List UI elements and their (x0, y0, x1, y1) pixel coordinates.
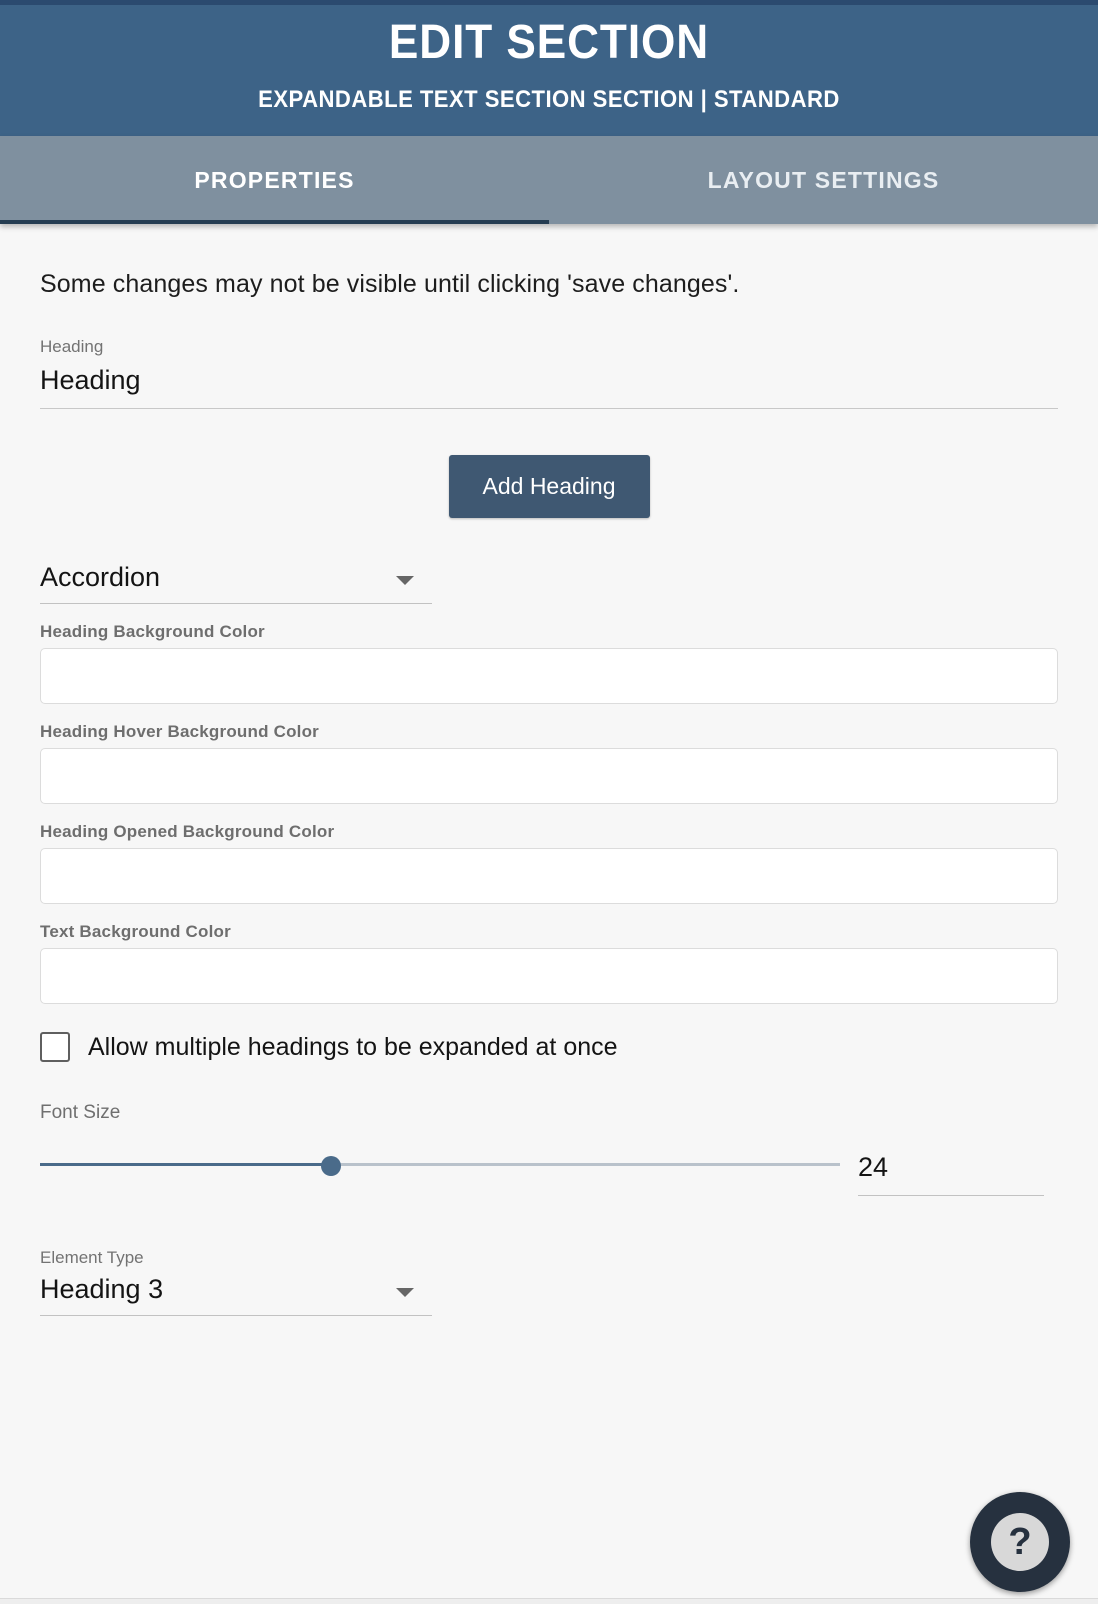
properties-panel-body (0, 224, 1098, 1565)
chevron-down-icon (396, 1288, 414, 1297)
heading-field-label: Heading (40, 337, 104, 357)
heading-hover-background-color-group (40, 722, 1058, 804)
font-size-value-field[interactable] (858, 1152, 1044, 1196)
tab-layout-settings-label: LAYOUT SETTINGS (707, 166, 940, 193)
bottom-strip (0, 1598, 1098, 1604)
heading-field-group (40, 337, 1058, 409)
font-size-label: Font Size (40, 1102, 121, 1124)
heading-hover-background-color-label: Heading Hover Background Color (40, 722, 319, 742)
heading-opened-background-color-group (40, 822, 1058, 904)
font-size-slider[interactable] (40, 1152, 840, 1178)
add-heading-button[interactable]: Add Heading (449, 455, 650, 518)
allow-multiple-headings-checkbox[interactable] (40, 1032, 70, 1062)
font-size-group (40, 1102, 1058, 1196)
tab-properties-label: PROPERTIES (194, 166, 355, 193)
tab-properties[interactable] (0, 136, 549, 224)
help-button[interactable] (970, 1492, 1070, 1592)
heading-hover-background-color-swatch[interactable] (40, 748, 1058, 804)
element-type-group (40, 1248, 1058, 1316)
display-mode-select-value: Accordion (40, 562, 161, 593)
element-type-select[interactable] (40, 1274, 432, 1316)
chevron-down-icon (396, 576, 414, 585)
font-size-slider-row (40, 1152, 1058, 1196)
element-type-select-value: Heading 3 (40, 1274, 164, 1305)
text-background-color-swatch[interactable] (40, 948, 1058, 1004)
heading-opened-background-color-swatch[interactable] (40, 848, 1058, 904)
add-heading-button-row (40, 455, 1058, 518)
element-type-label: Element Type (40, 1248, 144, 1268)
font-size-value: 24 (858, 1152, 889, 1183)
font-size-slider-fill (40, 1163, 335, 1166)
allow-multiple-headings-label: Allow multiple headings to be expanded at once (88, 1032, 618, 1061)
question-mark-icon: ? (991, 1513, 1049, 1571)
save-changes-notice: Some changes may not be visible until clicking 'save changes'. (40, 270, 740, 299)
text-background-color-label: Text Background Color (40, 922, 231, 942)
panel-header (0, 5, 1098, 136)
heading-background-color-group (40, 622, 1058, 704)
tab-layout-settings[interactable] (549, 136, 1098, 224)
heading-input[interactable] (40, 363, 1058, 409)
heading-background-color-label: Heading Background Color (40, 622, 265, 642)
page-title: EDIT SECTION (388, 16, 710, 69)
heading-opened-background-color-label: Heading Opened Background Color (40, 822, 335, 842)
tab-bar (0, 136, 1098, 224)
heading-background-color-swatch[interactable] (40, 648, 1058, 704)
display-mode-select[interactable] (40, 562, 432, 604)
font-size-slider-thumb[interactable] (321, 1156, 341, 1176)
page-subtitle: EXPANDABLE TEXT SECTION SECTION | STANDARD (258, 86, 840, 114)
text-background-color-group (40, 922, 1058, 1004)
allow-multiple-headings-row[interactable] (40, 1032, 1058, 1062)
